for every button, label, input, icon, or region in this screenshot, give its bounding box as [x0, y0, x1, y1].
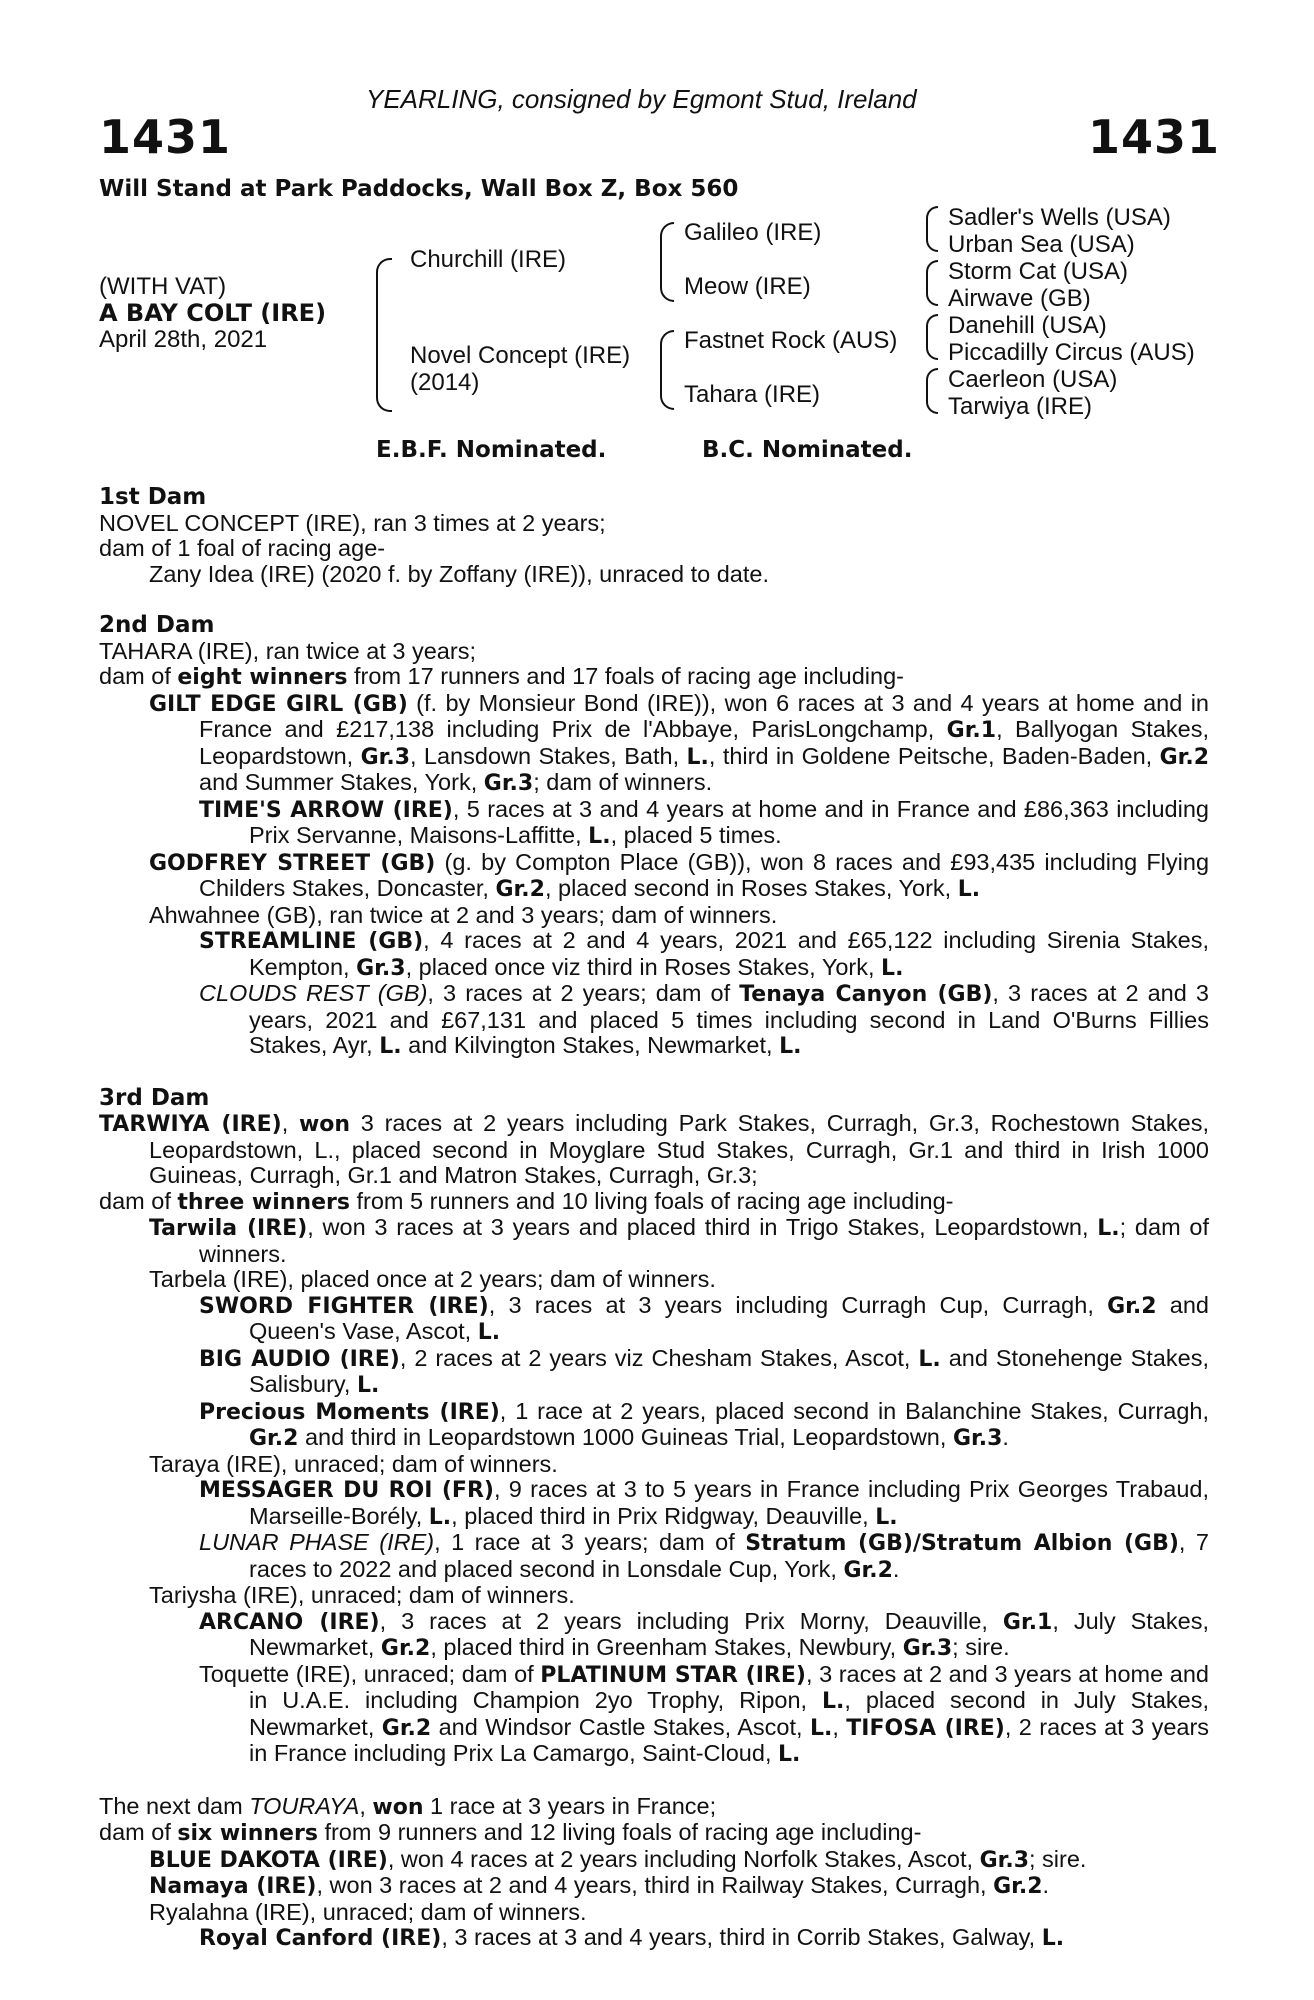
pedigree-entry: STREAMLINE (GB), 4 races at 2 and 4 years, 2021 and £65,122 including Sirenia Stakes, Kempton, Gr.3, placed once viz third in Roses Stakes, York, L.	[199, 927, 1209, 981]
pedigree-bracket-ss	[926, 206, 938, 252]
pedigree-entry: LUNAR PHASE (IRE), 1 race at 3 years; dam of Stratum (GB)/Stratum Albion (GB), 7 races to 2022 and placed second in Lonsdale Cup, York, Gr.2.	[199, 1529, 1209, 1583]
second-dam-intro: TAHARA (IRE), ran twice at 3 years;	[99, 637, 476, 664]
pedigree-entry: GODFREY STREET (GB) (g. by Compton Place (GB)), won 8 races and £93,435 including Flying Childers Stakes, Doncaster, Gr.2, placed second in Roses Stakes, York, L.	[149, 848, 1210, 902]
first-dam-produce: Zany Idea (IRE) (2020 f. by Zoffany (IRE)), unraced to date.	[149, 560, 769, 587]
pedigree-entry: Tarbela (IRE), placed once at 2 years; dam of winners.	[149, 1266, 716, 1292]
vat-note: (WITH VAT)	[99, 273, 227, 300]
second-dam-heading: 2nd Dam	[99, 612, 215, 638]
pedigree-entry: Ahwahnee (GB), ran twice at 2 and 3 years; dam of winners.	[149, 901, 778, 928]
pedigree-entry: MESSAGER DU ROI (FR), 9 races at 3 to 5 years in France including Prix Georges Trabaud, Marseille-Borély, L., placed third in Prix Ridgway, Deauville, L.	[199, 1476, 1209, 1530]
pedigree-sire-dam: Meow (IRE)	[684, 273, 811, 300]
pedigree-dam: Novel Concept (IRE)	[410, 342, 631, 369]
ebf-nomination: E.B.F. Nominated.	[376, 437, 607, 463]
pedigree-entry: Namaya (IRE), won 3 races at 2 and 4 years, third in Railway Stakes, Curragh, Gr.2.	[149, 1872, 1050, 1899]
first-dam-line: NOVEL CONCEPT (IRE), ran 3 times at 2 years;	[99, 509, 606, 536]
pedigree-entry: ARCANO (IRE), 3 races at 2 years including Prix Morny, Deauville, Gr.1, July Stakes, Newmarket, Gr.2, placed third in Greenham Stakes, Newbury, Gr.3; sire.	[199, 1607, 1209, 1661]
pedigree-sds: Storm Cat (USA)	[948, 258, 1129, 285]
pedigree-entry: BIG AUDIO (IRE), 2 races at 2 years viz Chesham Stakes, Ascot, L. and Stonehenge Stakes, Salisbury, L.	[199, 1344, 1209, 1398]
pedigree-entry: Ryalahna (IRE), unraced; dam of winners.	[149, 1898, 587, 1925]
stand-location: Will Stand at Park Paddocks, Wall Box Z, Box 560	[99, 176, 739, 202]
pedigree-entry: CLOUDS REST (GB), 3 races at 2 years; dam of Tenaya Canyon (GB), 3 races at 2 and 3 years, 2021 and £67,131 and placed 5 times including second in Land O'Burns Fillies Stakes, Ayr, L. and Kilvington Stakes, Newmarket, L.	[199, 980, 1209, 1059]
first-dam-heading: 1st Dam	[99, 484, 207, 510]
pedigree-entry: Tariysha (IRE), unraced; dam of winners.	[149, 1582, 575, 1608]
pedigree-ssd: Urban Sea (USA)	[948, 231, 1135, 258]
catalogue-subtitle: YEARLING, consigned by Egmont Stud, Ireland	[366, 84, 917, 114]
horse-dob: April 28th, 2021	[99, 326, 268, 353]
pedigree-entry: Toquette (IRE), unraced; dam of PLATINUM STAR (IRE), 3 races at 2 and 3 years at home and in U.A.E. including Champion 2yo Trophy, Ripon, L., placed second in July Stakes, Newmarket, Gr.2 and Windsor Castle Stakes, Ascot, L., TIFOSA (IRE), 2 races at 3 years in France including Prix La Camargo, Saint-Cloud, L.	[199, 1660, 1210, 1767]
pedigree-dss: Danehill (USA)	[948, 312, 1107, 339]
pedigree-dam-year: (2014)	[410, 369, 480, 396]
pedigree-bracket-sire	[660, 222, 674, 302]
lot-number-left: 1431	[99, 110, 232, 164]
pedigree-dam-sire: Fastnet Rock (AUS)	[684, 327, 898, 354]
first-dam-line: dam of 1 foal of racing age-	[99, 535, 386, 561]
next-dam-intro: The next dam TOURAYA, won 1 race at 3 years in France;	[99, 1792, 717, 1820]
pedigree-sire-sire: Galileo (IRE)	[684, 219, 822, 246]
lot-number-right: 1431	[1088, 110, 1221, 164]
third-dam-entries	[99, 1215, 1209, 1768]
pedigree-sdd: Airwave (GB)	[948, 285, 1091, 312]
pedigree-ddd: Tarwiya (IRE)	[948, 393, 1093, 420]
second-dam-entries	[99, 691, 1209, 1060]
pedigree-bracket-main	[376, 258, 392, 412]
horse-name: A BAY COLT (IRE)	[99, 299, 327, 327]
bc-nomination: B.C. Nominated.	[702, 437, 913, 463]
pedigree-entry: Precious Moments (IRE), 1 race at 2 years, placed second in Balanchine Stakes, Curragh, Gr.2 and third in Leopardstown 1000 Guineas Trial, Leopardstown, Gr.3.	[199, 1397, 1210, 1451]
pedigree-dam-dam: Tahara (IRE)	[684, 381, 821, 408]
next-dam-entries	[99, 1847, 1209, 1952]
catalogue-body	[99, 485, 1209, 1952]
pedigree-entry: TIME'S ARROW (IRE), 5 races at 3 and 4 years at home and in France and £86,363 including Prix Servanne, Maisons-Laffitte, L., placed 5 times.	[199, 795, 1209, 849]
third-dam-heading: 3rd Dam	[99, 1084, 210, 1111]
third-dam-intro: TARWIYA (IRE), won 3 races at 2 years including Park Stakes, Curragh, Gr.3, Rochestown Stakes, Leopardstown, L., placed second in Moyglare Stud Stakes, Curragh, Gr.1 and third in Irish 1000 Guineas, Curragh, Gr.1 and Matron Stakes, Curragh, Gr.3;	[99, 1110, 1209, 1188]
pedigree-bracket-sd	[926, 260, 938, 306]
third-dam-dam-of: dam of three winners from 5 runners and 10 living foals of racing age including-	[99, 1187, 954, 1215]
pedigree-bracket-dd	[926, 368, 938, 414]
pedigree-dsd: Piccadilly Circus (AUS)	[948, 339, 1195, 366]
pedigree-bracket-ds	[926, 314, 938, 360]
pedigree-entry: SWORD FIGHTER (IRE), 3 races at 3 years including Curragh Cup, Curragh, Gr.2 and Queen's Vase, Ascot, L.	[199, 1291, 1210, 1345]
pedigree-sire: Churchill (IRE)	[410, 246, 567, 273]
pedigree-bracket-dam	[660, 330, 674, 410]
pedigree-entry: Royal Canford (IRE), 3 races at 3 and 4 years, third in Corrib Stakes, Galway, L.	[199, 1924, 1065, 1951]
next-dam-dam-of: dam of six winners from 9 runners and 12 living foals of racing age including-	[99, 1819, 922, 1846]
pedigree-entry: Tarwila (IRE), won 3 races at 3 years and placed third in Trigo Stakes, Leopardstown, L.; dam of winners.	[149, 1214, 1209, 1267]
pedigree-dds: Caerleon (USA)	[948, 366, 1118, 393]
pedigree-entry: GILT EDGE GIRL (GB) (f. by Monsieur Bond (IRE)), won 6 races at 3 and 4 years at home and in France and £217,138 including Prix de l'Abbaye, ParisLongchamp, Gr.1, Ballyogan Stakes, Leopardstown, Gr.3, Lansdown Stakes, Bath, L., third in Goldene Peitsche, Baden-Baden, Gr.2 and Summer Stakes, York, Gr.3; dam of winners.	[149, 689, 1209, 796]
pedigree-entry: BLUE DAKOTA (IRE), won 4 races at 2 years including Norfolk Stakes, Ascot, Gr.3; sire.	[149, 1845, 1087, 1873]
pedigree-entry: Taraya (IRE), unraced; dam of winners.	[149, 1450, 558, 1477]
pedigree-sss: Sadler's Wells (USA)	[948, 204, 1171, 231]
second-dam-dam-of: dam of eight winners from 17 runners and 17 foals of racing age including-	[99, 663, 904, 690]
